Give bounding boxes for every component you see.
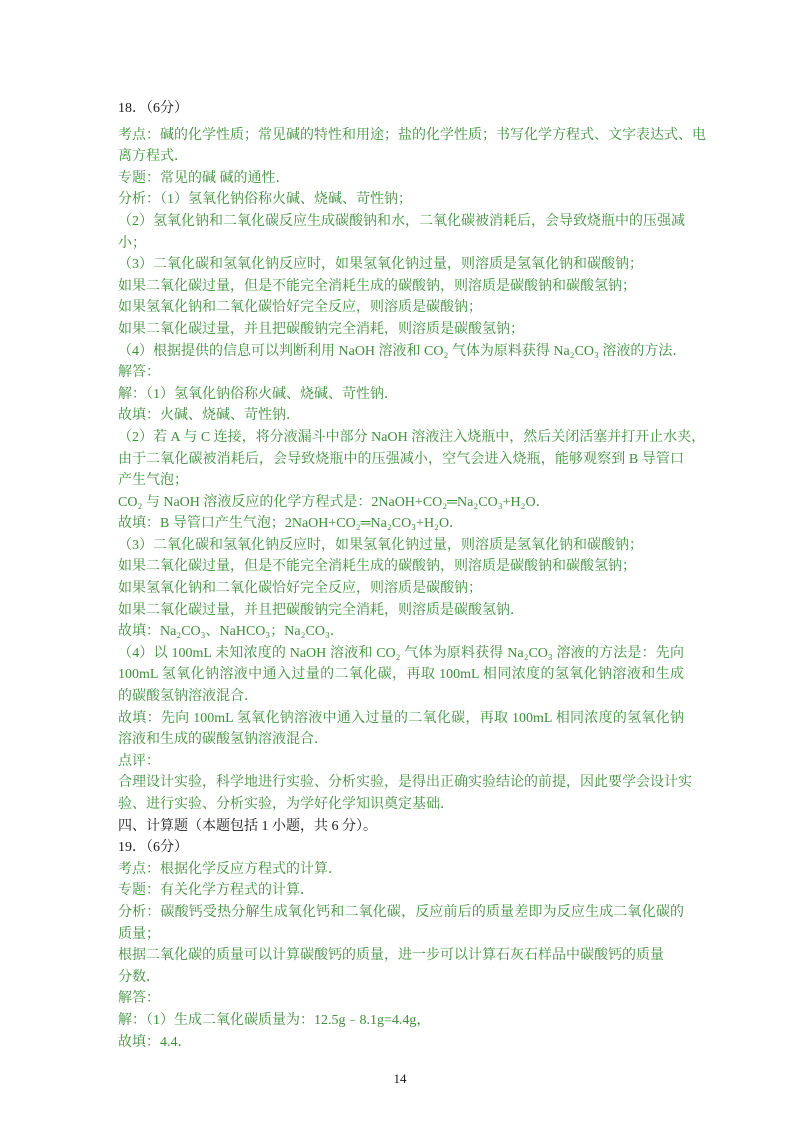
text-line: 故填：先向 100mL 氢氧化钠溶液中通入过量的二氧化碳，再取 100mL 相同浓度的氢氧化钠	[118, 710, 684, 726]
text-line: 100mL 氢氧化钠溶液中通入过量的二氧化碳，再取 100mL 相同浓度的氢氧化钠溶液和生成	[118, 667, 684, 683]
text-line: 故填：B 导管口产生气泡；2NaOH+CO₂═Na₂CO₃+H₂O．	[118, 516, 464, 532]
text-line: CO₂ 与 NaOH 溶液反应的化学方程式是：2NaOH+CO₂═Na₂CO₃+H₂O．	[118, 494, 550, 510]
text-line: （2）氢氧化钠和二氧化碳反应生成碳酸钠和水，二氧化碳被消耗后，会导致烧瓶中的压强减	[118, 213, 685, 229]
text-line: 故填：Na₂CO₃、NaHCO₃；Na₂CO₃．	[118, 624, 344, 640]
text-line: 解答：	[118, 991, 160, 1007]
text-line: 如果二氧化碳过量，但是不能完全消耗生成的碳酸钠，则溶质是碳酸钠和碳酸氢钠；	[118, 278, 636, 294]
text-line: 质量；	[118, 926, 160, 942]
text-line: 考点：根据化学反应方程式的计算．	[118, 861, 342, 877]
text-line: 合理设计实验，科学地进行实验、分析实验，是得出正确实验结论的前提，因此要学会设计实	[118, 775, 692, 791]
page-number: 14	[393, 1071, 407, 1086]
text-line: 溶液和生成的碳酸氢钠溶液混合．	[118, 732, 328, 748]
text-line: 解：（1）氢氧化钠俗称火碱、烧碱、苛性钠．	[118, 386, 398, 402]
text-line: 专题：常见的碱 碱的通性．	[118, 170, 290, 186]
text-line: 专题：有关化学方程式的计算．	[118, 883, 314, 899]
text-line: 如果二氧化碳过量，并且把碳酸钠完全消耗，则溶质是碳酸氢钠；	[118, 321, 524, 337]
text-line: 解答：	[118, 365, 160, 381]
section-heading: 四、计算题（本题包括 1 小题，共 6 分）。	[118, 818, 377, 834]
section-heading: 18．（6分）	[118, 101, 188, 116]
text-line: 分析：（1）氢氧化钠俗称火碱、烧碱、苛性钠；	[118, 192, 412, 208]
text-line: 点评：	[118, 753, 160, 769]
text-line: 故填：火碱、烧碱、苛性钠．	[118, 408, 300, 424]
section-heading: 19．（6分）	[118, 840, 188, 856]
text-line: 产生气泡；	[118, 473, 188, 489]
text-line: 如果二氧化碳过量，并且把碳酸钠完全消耗，则溶质是碳酸氢钠．	[118, 602, 524, 618]
text-line: （3）二氧化碳和氢氧化钠反应时，如果氢氧化钠过量，则溶质是氢氧化钠和碳酸钠；	[118, 537, 643, 553]
text-line: 分数．	[118, 969, 160, 985]
text-line: 如果二氧化碳过量，但是不能完全消耗生成的碳酸钠，则溶质是碳酸钠和碳酸氢钠；	[118, 559, 636, 575]
text-line: 根据二氧化碳的质量可以计算碳酸钙的质量，进一步可以计算石灰石样品中碳酸钙的质量	[118, 948, 664, 964]
text-line: 小；	[118, 235, 146, 251]
text-line: 如果氢氧化钠和二氧化碳恰好完全反应，则溶质是碳酸钠；	[118, 300, 482, 316]
text-line: 故填：4.4．	[118, 1034, 192, 1050]
text-line: 考点：碱的化学性质；常见碱的特性和用途；盐的化学性质；书写化学方程式、文字表达式、电	[118, 127, 706, 143]
document-page	[118, 98, 706, 1053]
text-line: 离方程式．	[118, 149, 188, 165]
text-line: 由于二氧化碳被消耗后，会导致烧瓶中的压强减小，空气会进入烧瓶，能够观察到 B 导管口	[118, 451, 684, 467]
text-line: （2）若 A 与 C 连接，将分液漏斗中部分 NaOH 溶液注入烧瓶中，然后关闭活塞并打开止水夹，	[118, 429, 706, 445]
text-line: 解：（1）生成二氧化碳质量为：12.5g﹣8.1g=4.4g，	[118, 1012, 431, 1028]
text-line: （4）以 100mL 未知浓度的 NaOH 溶液和 CO₂ 气体为原料获得 Na₂CO₃ 溶液的方法是：先向	[118, 645, 684, 661]
text-line: 如果氢氧化钠和二氧化碳恰好完全反应，则溶质是碳酸钠；	[118, 581, 482, 597]
text-line: 的碳酸氢钠溶液混合．	[118, 689, 258, 705]
text-line: 分析：碳酸钙受热分解生成氧化钙和二氧化碳，反应前后的质量差即为反应生成二氧化碳的	[118, 904, 684, 920]
text-line: （4）根据提供的信息可以判断利用 NaOH 溶液和 CO₂ 气体为原料获得 Na₂CO₃ 溶液的方法．	[118, 343, 687, 359]
text-line: （3）二氧化碳和氢氧化钠反应时，如果氢氧化钠过量，则溶质是氢氧化钠和碳酸钠；	[118, 257, 643, 273]
text-line: 验、进行实验、分析实验，为学好化学知识奠定基础．	[118, 797, 454, 812]
